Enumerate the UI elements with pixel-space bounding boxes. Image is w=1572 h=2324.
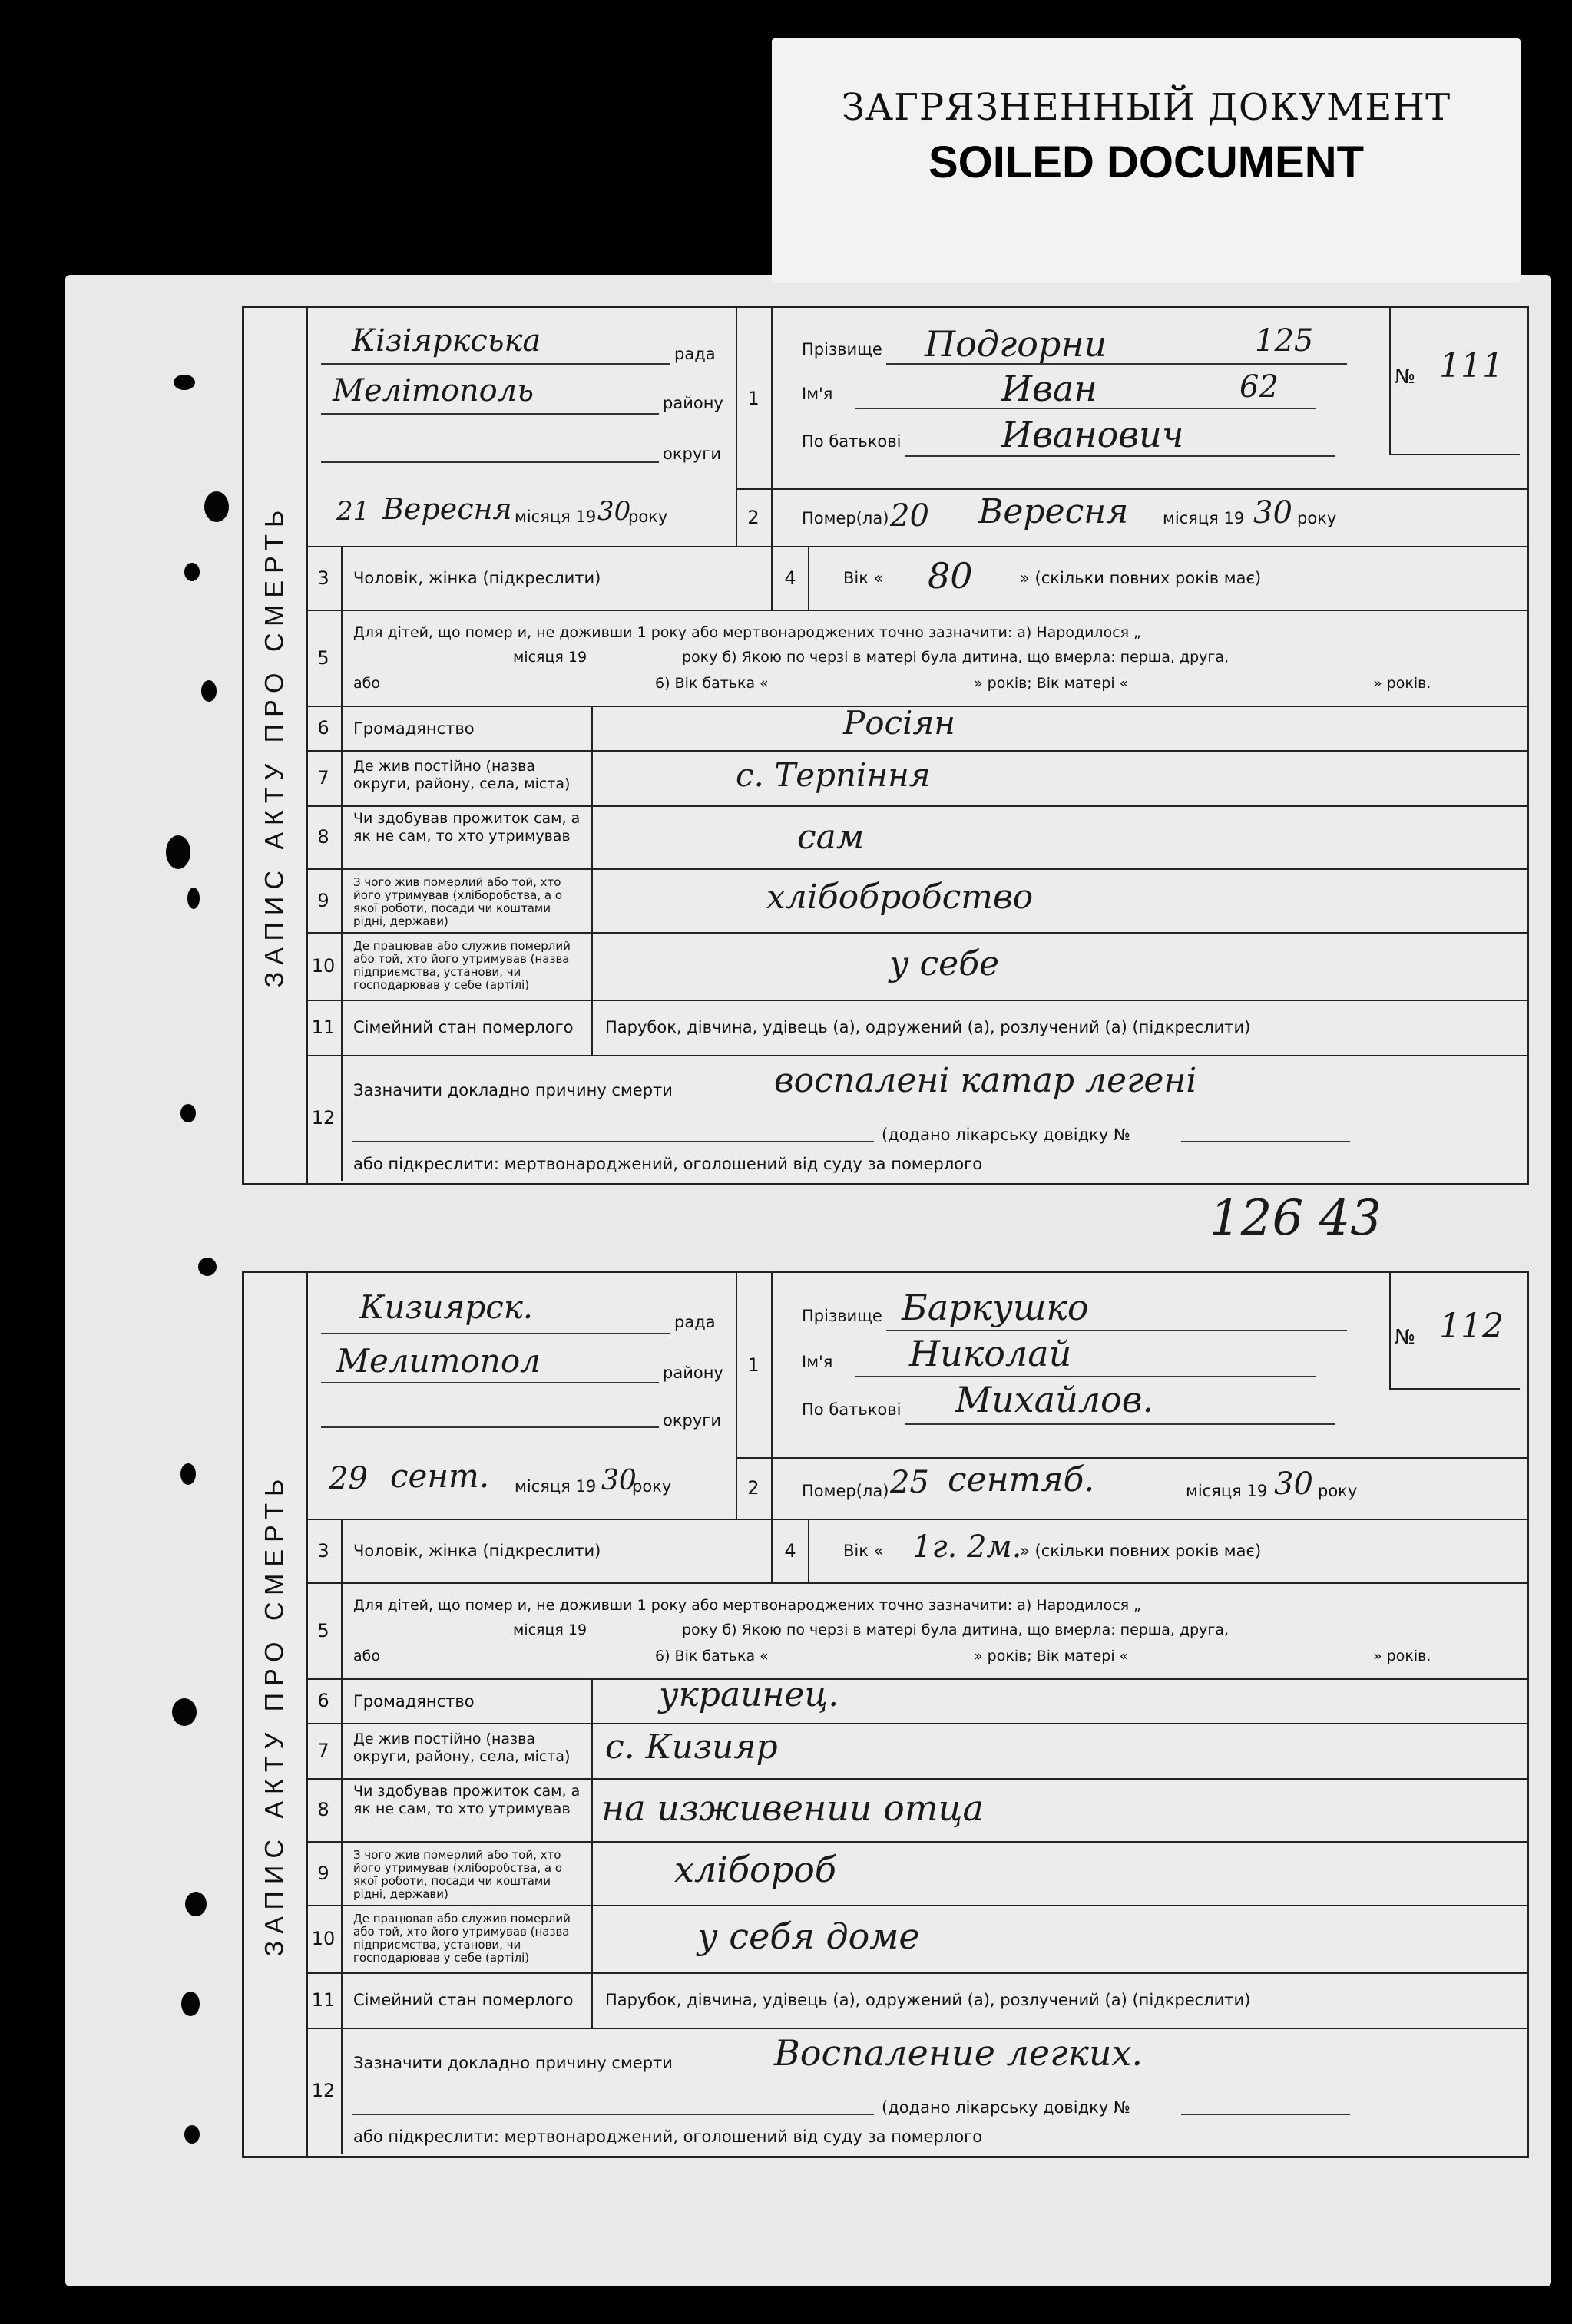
children-line-1: Для дітей, що помер и, не доживши 1 року або мертвонароджених точно зазначити: а) Народилося „: [353, 1597, 1141, 1614]
death-year-label: року: [1297, 509, 1337, 527]
children-line-2a: місяця 19: [513, 1622, 587, 1638]
children-line-2b: року б) Якою по черзі в матері була дитина, що вмерла: перша, друга,: [682, 649, 1229, 666]
children-line-3a: або: [353, 1648, 380, 1664]
reg-year-label: року: [632, 1477, 672, 1496]
name-value: Николай: [909, 1333, 1072, 1374]
rada-value: Кизиярск.: [359, 1288, 534, 1326]
sex-label: Чоловік, жінка (підкреслити): [353, 569, 601, 587]
registry-block: [306, 308, 737, 546]
name-value: Иван: [1001, 368, 1097, 409]
patronymic-value: Михайлов.: [955, 1379, 1154, 1420]
family-options: Парубок, дівчина, удівець (а), одружений (а), розлучений (а) (підкреслити): [605, 1018, 1251, 1036]
soiled-document-stamp: [772, 38, 1521, 283]
children-line-3d: » років.: [1373, 675, 1431, 692]
row-9-source: 9 З чого жив померлий або той, хто його утримував (хліборобства, а о якої роботи, посади чи коштами рідні, держави) хлібобробство: [306, 868, 1527, 934]
family-options: Парубок, дівчина, удівець (а), одружений (а), розлучений (а) (підкреслити): [605, 1991, 1251, 2009]
row-3-sex-age: 3 Чоловік, жінка (підкреслити) 4 Вік « 1г. 2м. » (скільки повних років має): [306, 1519, 1527, 1584]
residence-value: с. Кизияр: [605, 1727, 778, 1767]
stamp-english-text: SOILED DOCUMENT: [928, 137, 1365, 187]
sex-label: Чоловік, жінка (підкреслити): [353, 1542, 601, 1560]
record-number-label: №: [1395, 365, 1416, 388]
person-block: [771, 1273, 1527, 1519]
surname-label: Прізвище: [802, 1307, 882, 1325]
reg-year-value: 30: [601, 1465, 637, 1496]
death-year-value: 30: [1274, 1466, 1313, 1502]
row-6-citizenship: 6 Громадянство украинец.: [306, 1678, 1527, 1724]
surname-value: Подгорни: [925, 323, 1107, 365]
livelihood-label: Чи здобував прожиток сам, а як не сам, то хто утримував: [353, 810, 581, 845]
family-label: Сімейний стан померлого: [353, 1991, 574, 2009]
work-label: Де працював або служив померлий або той, хто його утримував (назва підприємства, установи, чи господарював у себе (артілі): [353, 1912, 571, 1965]
rada-label: рада: [674, 345, 716, 363]
death-month-label: місяця 19: [1186, 1482, 1268, 1500]
row-11-family: 11 Сімейний стан померлого Парубок, дівчина, удівець (а), одружений (а), розлучений (а) (підкреслити): [306, 1000, 1527, 1056]
citizenship-label: Громадянство: [353, 1692, 475, 1711]
record-number-label: №: [1395, 1326, 1416, 1349]
age-suffix: » (скільки повних років має): [1020, 1542, 1262, 1560]
death-year-label: року: [1318, 1482, 1358, 1500]
vertical-title: ЗАПИС АКТУ ПРО СМЕРТЬ: [244, 1273, 308, 2156]
death-day-value: 20: [890, 498, 929, 534]
age-value: 80: [928, 555, 973, 597]
raion-value: Мелитопол: [336, 1342, 541, 1380]
death-month-value: Вересня: [978, 492, 1129, 531]
cert-label: (додано лікарську довідку №: [882, 1126, 1130, 1144]
died-label: Помер(ла): [802, 1482, 889, 1500]
reg-month-label: місяця 19: [515, 1477, 597, 1496]
work-value: у себя доме: [697, 1916, 920, 1957]
header-row: [306, 308, 1527, 547]
section-number: 1 2: [736, 1273, 773, 1519]
row-7-residence: 7 Де жив постійно (назва округи, району, села, міста) с. Терпіння: [306, 750, 1527, 807]
source-value: хлібороб: [674, 1849, 836, 1890]
death-month-value: сентяб.: [948, 1460, 1095, 1499]
stamp-russian-text: ЗАГРЯЗНЕННЫЙ ДОКУМЕНТ: [841, 86, 1451, 129]
row-8-livelihood: 8 Чи здобував прожиток сам, а як не сам, то хто утримував на изживении отца: [306, 1778, 1527, 1843]
surname-mark: 125: [1255, 323, 1314, 359]
raion-label: району: [663, 1364, 723, 1382]
livelihood-label: Чи здобував прожиток сам, а як не сам, то хто утримував: [353, 1783, 581, 1817]
livelihood-value: сам: [797, 818, 865, 857]
row-5-children: 5 Для дітей, що помер и, не доживши 1 року або мертвонароджених точно зазначити: а) Народилося „ місяця 19 року б) Якою по черзі в матері була дитина, що вмерла: перша, друга, або 6) Вік батька « » років; Вік матері « » років.: [306, 610, 1527, 707]
died-label: Помер(ла): [802, 509, 889, 527]
residence-value: с. Терпіння: [736, 756, 931, 794]
patronymic-label: По батькові: [802, 432, 902, 451]
livelihood-value: на изживении отца: [601, 1787, 984, 1829]
citizenship-label: Громадянство: [353, 719, 475, 738]
row-8-livelihood: 8 Чи здобував прожиток сам, а як не сам, то хто утримував сам: [306, 805, 1527, 870]
okrug-label: округи: [663, 1411, 721, 1430]
reg-year-value: 30: [597, 496, 631, 527]
source-label: З чого жив померлий або той, хто його утримував (хліборобства, а о якої роботи, посади чи коштами рідні, держави): [353, 1848, 563, 1901]
children-line-3c: » років; Вік матері «: [974, 1648, 1129, 1664]
death-record-2: [242, 1271, 1529, 2158]
age-label: Вік «: [843, 569, 884, 587]
reg-year-label: року: [628, 507, 668, 526]
children-line-3b: 6) Вік батька «: [655, 1648, 769, 1664]
name-label: Ім'я: [802, 1353, 833, 1371]
reg-day-value: 21: [336, 496, 370, 527]
reg-month-value: Вересня: [382, 492, 512, 526]
row-11-family: 11 Сімейний стан померлого Парубок, дівчина, удівець (а), одружений (а), розлучений (а) (підкреслити): [306, 1972, 1527, 2029]
work-label: Де працював або служив померлий або той, хто його утримував (назва підприємства, установи, чи господарював у себе (артілі): [353, 939, 571, 992]
rada-value: Кізіяркська: [352, 323, 541, 359]
row-9-source: 9 З чого жив померлий або той, хто його утримував (хліборобства, а о якої роботи, посади чи коштами рідні, держави) хлібороб: [306, 1841, 1527, 1906]
row-7-residence: 7 Де жив постійно (назва округи, району, села, міста) с. Кизияр: [306, 1723, 1527, 1780]
row-12-cause: 12 Зазначити докладно причину смерти воспалені катар легені (додано лікарську довідку № або підкреслити: мертвонароджений, оголошений від суду за померлого: [306, 1055, 1527, 1181]
work-value: у себе: [889, 944, 1000, 983]
children-line-2b: року б) Якою по черзі в матері була дитина, що вмерла: перша, друга,: [682, 1622, 1229, 1638]
cert-label: (додано лікарську довідку №: [882, 2098, 1130, 2117]
children-line-3a: або: [353, 675, 380, 692]
surname-value: Баркушко: [902, 1287, 1089, 1328]
person-block: [771, 308, 1527, 546]
children-line-3d: » років.: [1373, 1648, 1431, 1664]
row-12-cause: 12 Зазначити докладно причину смерти Воспаление легких. (додано лікарську довідку № або підкреслити: мертвонароджений, оголошений від суду за померлого: [306, 2028, 1527, 2154]
children-line-1: Для дітей, що помер и, не доживши 1 року або мертвонароджених точно зазначити: а) Народилося „: [353, 624, 1141, 641]
cause-value: воспалені катар легені: [774, 1061, 1197, 1100]
row-10-work: 10 Де працював або служив померлий або той, хто його утримував (назва підприємства, установи, чи господарював у себе (артілі) у себя доме: [306, 1905, 1527, 1974]
record-number-value: 112: [1439, 1307, 1504, 1346]
or-underline-label: або підкреслити: мертвонароджений, оголошений від суду за померлого: [353, 2127, 983, 2146]
reg-month-label: місяця 19: [515, 507, 597, 526]
age-value: 1г. 2м.: [912, 1529, 1022, 1565]
record-2-top-mark: 126 43: [1210, 1190, 1382, 1247]
patronymic-value: Иванович: [1001, 414, 1184, 455]
row-5-children: 5 Для дітей, що помер и, не доживши 1 року або мертвонароджених точно зазначити: а) Народилося „ місяця 19 року б) Якою по черзі в матері була дитина, що вмерла: перша, друга, або 6) Вік батька « » років; Вік матері « » років.: [306, 1582, 1527, 1680]
registry-block: [306, 1273, 737, 1519]
reg-day-value: 29: [329, 1461, 368, 1496]
citizenship-value: украинец.: [659, 1675, 839, 1714]
age-label: Вік «: [843, 1542, 884, 1560]
death-record-1: [242, 306, 1529, 1185]
name-label: Ім'я: [802, 385, 833, 403]
vertical-title: ЗАПИС АКТУ ПРО СМЕРТЬ: [244, 308, 308, 1183]
death-day-value: 25: [890, 1465, 929, 1500]
death-month-label: місяця 19: [1163, 509, 1245, 527]
raion-value: Мелітополь: [333, 373, 534, 408]
residence-label: Де жив постійно (назва округи, району, села, міста): [353, 1731, 571, 1765]
okrug-label: округи: [663, 445, 721, 463]
surname-label: Прізвище: [802, 340, 882, 359]
raion-label: району: [663, 394, 723, 412]
header-row: [306, 1273, 1527, 1520]
source-label: З чого жив померлий або той, хто його утримував (хліборобства, а о якої роботи, посади чи коштами рідні, держави): [353, 875, 563, 928]
children-line-3c: » років; Вік матері «: [974, 675, 1129, 692]
row-6-citizenship: 6 Громадянство Росіян: [306, 706, 1527, 752]
children-line-2a: місяця 19: [513, 649, 587, 666]
cause-label: Зазначити докладно причину смерти: [353, 2054, 673, 2072]
record-number-value: 111: [1439, 346, 1504, 385]
death-year-value: 30: [1253, 495, 1292, 531]
row-3-sex-age: 3 Чоловік, жінка (підкреслити) 4 Вік « 80 » (скільки повних років має): [306, 546, 1527, 611]
children-line-3b: 6) Вік батька «: [655, 675, 769, 692]
citizenship-value: Росіян: [843, 704, 955, 742]
section-number: 1 2: [736, 308, 773, 546]
row-10-work: 10 Де працював або служив померлий або той, хто його утримував (назва підприємства, установи, чи господарював у себе (артілі) у себе: [306, 932, 1527, 1001]
residence-label: Де жив постійно (назва округи, району, села, міста): [353, 758, 571, 792]
rada-label: рада: [674, 1313, 716, 1331]
age-suffix: » (скільки повних років має): [1020, 569, 1262, 587]
name-mark: 62: [1239, 369, 1279, 405]
cause-value: Воспаление легких.: [774, 2032, 1143, 2074]
source-value: хлібобробство: [766, 878, 1034, 917]
patronymic-label: По батькові: [802, 1400, 902, 1419]
reg-month-value: сент.: [390, 1457, 490, 1495]
family-label: Сімейний стан померлого: [353, 1018, 574, 1036]
cause-label: Зазначити докладно причину смерти: [353, 1081, 673, 1099]
or-underline-label: або підкреслити: мертвонароджений, оголошений від суду за померлого: [353, 1155, 983, 1173]
